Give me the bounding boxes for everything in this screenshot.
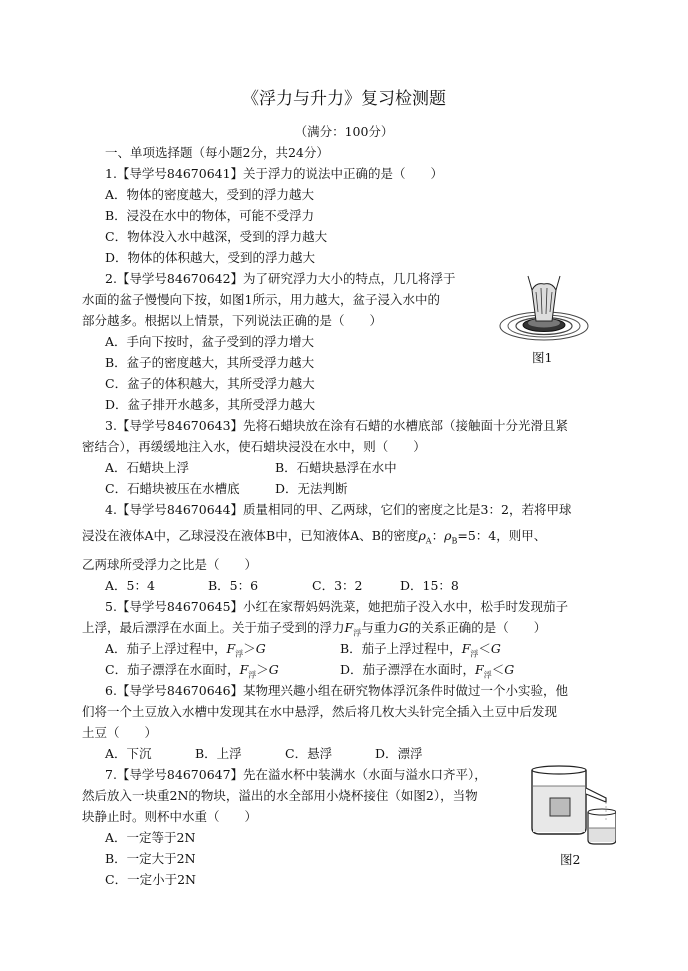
q2-line3: 部分越多。根据以上情景，下列说法正确的是（ ）: [82, 313, 383, 328]
q5-option-a-sub: 浮: [235, 649, 244, 659]
q5-option-b-f: F: [461, 641, 471, 656]
q6-option-d: D．漂浮: [375, 746, 423, 761]
q5-option-b-g: G: [490, 641, 501, 656]
q5-option-d-sub: 浮: [483, 670, 492, 680]
q5-option-b-op: ＜: [478, 641, 491, 656]
q6-option-b: B．上浮: [195, 746, 242, 761]
q1-option-a: A．物体的密度越大，受到的浮力越大: [105, 187, 315, 202]
q4-option-d: D．15：8: [400, 578, 459, 593]
q4-option-c: C．3：2: [312, 578, 363, 593]
q2-option-b: B．盆子的密度越大，其所受浮力越大: [105, 355, 315, 370]
q5-force-sub: 浮: [353, 628, 362, 638]
q2-line1: 2.【导学号84670642】为了研究浮力大小的特点，几几将浮于: [105, 271, 456, 286]
q5-line2-text-b: 与重力: [361, 620, 399, 635]
q5-force-f: F: [344, 620, 354, 635]
q4-line2: [82, 528, 546, 550]
q6-line3: 土豆（ ）: [82, 725, 158, 740]
q5-option-d-g: G: [504, 662, 515, 677]
q6-line1: 6.【导学号84670646】某物理兴趣小组在研究物体浮沉条件时做过一个小实验，他: [105, 683, 569, 698]
figure-2-caption: 图2: [560, 852, 581, 867]
q1-stem: 1.【导学号84670641】关于浮力的说法中正确的是（ ）: [105, 166, 444, 181]
q7-option-a: A．一定等于2N: [105, 830, 196, 845]
q2-line2: 水面的盆子慢慢向下按，如图1所示，用力越大，盆子浸入水中的: [82, 292, 440, 307]
page-title: 《浮力与升力》复习检测题: [242, 89, 446, 109]
q4-rho-a: ρ: [418, 528, 426, 543]
q5-option-c: [105, 662, 279, 684]
q3-line2: 密结合），再缓缓地注入水，使石蜡块浸没在水中，则（ ）: [82, 439, 426, 454]
q5-line2-text-a: 上浮，最后漂浮在水面上。关于茄子受到的浮力: [82, 620, 345, 635]
q4-line1: 4.【导学号84670644】质量相同的甲、乙两球，它们的密度之比是3：2，若将甲球: [105, 502, 572, 517]
q5-option-d: [340, 662, 514, 684]
q4-line3: 乙两球所受浮力之比是（ ）: [82, 557, 258, 572]
q7-line2: 然后放入一块重2N的物块，溢出的水全部用小烧杯接住（如图2），当物: [82, 788, 478, 803]
q5-option-c-g: G: [268, 662, 279, 677]
q5-option-b-sub: 浮: [470, 649, 479, 659]
q5-line2-text-c: 的关系正确的是（ ）: [408, 620, 547, 635]
q4-option-a: A．5：4: [105, 578, 155, 593]
q7-line3: 块静止时。则杯中水重（ ）: [82, 809, 258, 824]
q5-gravity-g: G: [398, 620, 409, 635]
q5-line2: [82, 620, 546, 642]
q5-option-b-text: B．茄子上浮过程中，: [340, 641, 462, 656]
q2-option-c: C．盆子的体积越大，其所受浮力越大: [105, 376, 315, 391]
q5-option-a-g: G: [255, 641, 266, 656]
q5-option-b: [340, 641, 501, 663]
q4-option-b: B．5：6: [208, 578, 259, 593]
q7-option-c: C．一定小于2N: [105, 872, 196, 887]
q5-option-d-f: F: [475, 662, 484, 677]
q5-option-c-op: ＞: [256, 662, 269, 677]
q4-rho-a-subscript: A: [425, 536, 432, 546]
figure-1-caption: 图1: [532, 350, 553, 365]
section-heading: 一、单项选择题（每小题2分，共24分）: [105, 145, 329, 160]
q7-line1: 7.【导学号84670647】先在溢水杯中装满水（水面与溢水口齐平），: [105, 767, 487, 782]
q3-option-c: C．石蜡块被压在水槽底: [105, 481, 240, 496]
q6-option-c: C．悬浮: [285, 746, 333, 761]
q1-option-b: B．浸没在水中的物体，可能不受浮力: [105, 208, 315, 223]
q2-option-d: D．盆子排开水越多，其所受浮力越大: [105, 397, 316, 412]
q5-option-d-text: D．茄子漂浮在水面时，: [340, 662, 476, 677]
q1-option-c: C．物体没入水中越深，受到的浮力越大: [105, 229, 328, 244]
q5-option-a-text: A．茄子上浮过程中，: [105, 641, 227, 656]
q2-option-a: A．手向下按时，盆子受到的浮力增大: [105, 334, 315, 349]
q5-option-c-sub: 浮: [248, 670, 257, 680]
q5-option-a-op: ＞: [243, 641, 256, 656]
q1-option-d: D．物体的体积越大，受到的浮力越大: [105, 250, 316, 265]
q3-option-a: A．石蜡块上浮: [105, 460, 190, 475]
q5-option-d-op: ＜: [491, 662, 505, 677]
q6-option-a: A．下沉: [105, 746, 152, 761]
q5-option-a: [105, 641, 266, 663]
q4-rho-b: ρ: [444, 528, 452, 543]
q3-option-b: B．石蜡块悬浮在水中: [275, 460, 397, 475]
figure-2-overflow-cup-illustration: [526, 762, 616, 846]
q5-line1: 5.【导学号84670645】小红在家帮妈妈洗菜，她把茄子没入水中，松手时发现茄子: [105, 599, 569, 614]
q5-option-a-f: F: [226, 641, 236, 656]
q5-option-c-f: F: [239, 662, 249, 677]
q3-option-d: D．无法判断: [275, 481, 348, 496]
q7-option-b: B．一定大于2N: [105, 851, 196, 866]
q4-line2-text-a: 浸没在液体A中，乙球浸没在液体B中，已知液体A、B的密度: [82, 528, 419, 543]
q4-colon: ：: [431, 528, 445, 543]
q4-line2-text-b: =5：4，则甲、: [457, 528, 547, 543]
q4-rho-b-subscript: B: [451, 536, 458, 546]
q5-option-c-text: C．茄子漂浮在水面时，: [105, 662, 240, 677]
page-subtitle: （满分：100分）: [294, 124, 394, 139]
q3-line1: 3.【导学号84670643】先将石蜡块放在涂有石蜡的水槽底部（接触面十分光滑且紧: [105, 418, 569, 433]
figure-1-basin-illustration: [498, 272, 590, 344]
q6-line2: 们将一个土豆放入水槽中发现其在水中悬浮，然后将几枚大头针完全插入土豆中后发现: [82, 704, 558, 719]
